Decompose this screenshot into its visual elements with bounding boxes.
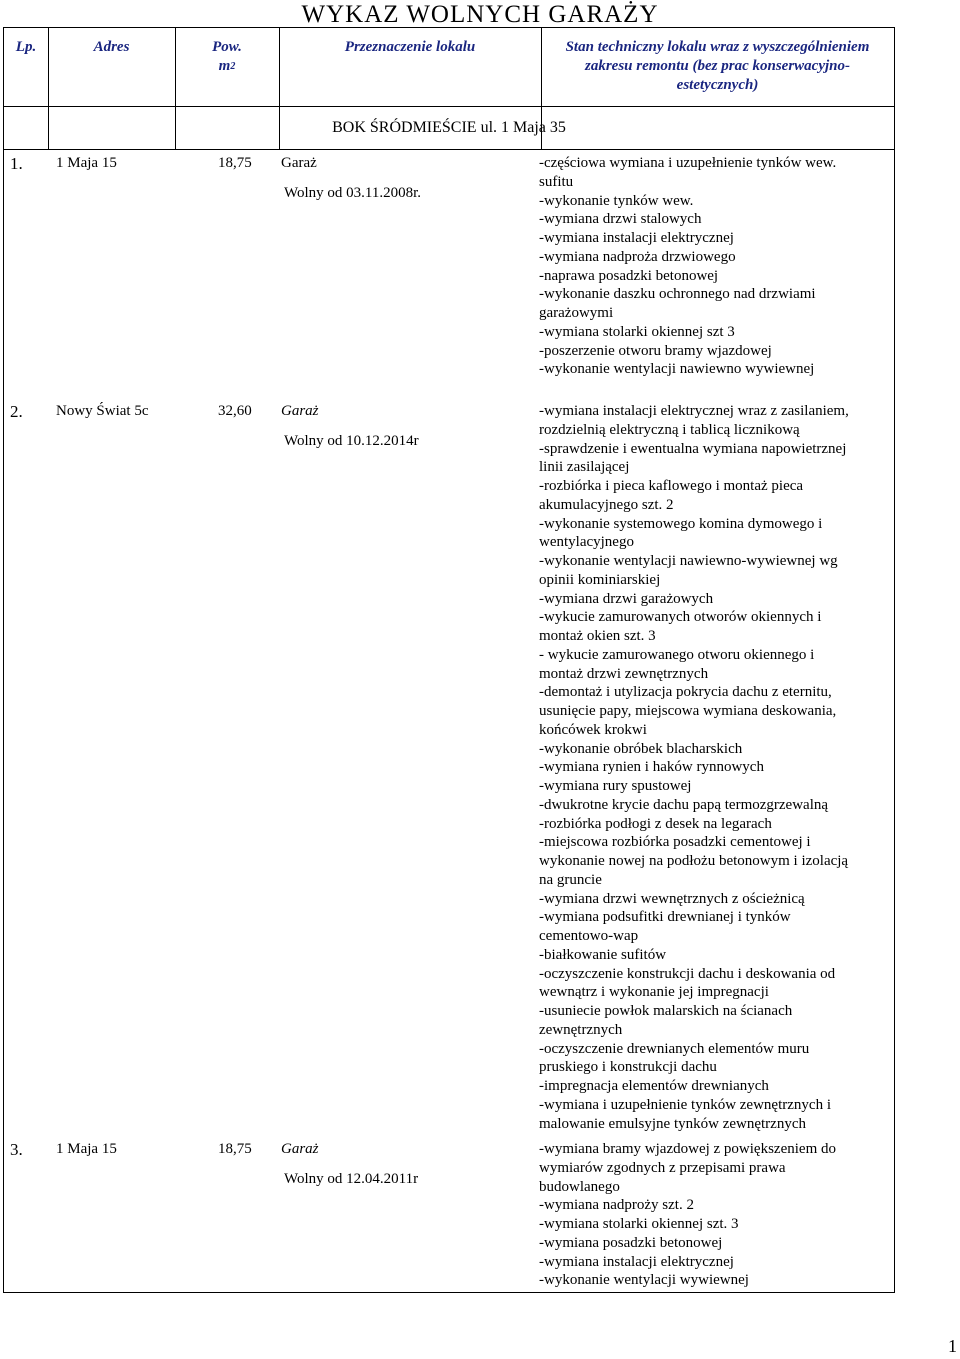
description-line: wewnątrz i wykonanie jej impregnacji	[539, 984, 769, 1001]
description-line: montaż okien szt. 3	[539, 628, 656, 644]
description-line: malowanie emulsyjne tynków zewnętrznych	[539, 1115, 806, 1132]
description-line: cementowo-wap	[539, 928, 639, 944]
description-line: linii zasilającej	[539, 459, 630, 476]
description-line: -sprawdzenie i ewentualna wymiana napowietrznej	[539, 440, 847, 457]
description-line: -wymiana posadzki betonowej	[539, 1234, 723, 1251]
row-description	[539, 402, 884, 1133]
description-line: -wykonanie wentylacji nawiewno-wywiewnej wg	[539, 553, 838, 569]
description-line: -wymiana bramy wjazdowej z powiększeniem do	[539, 1141, 836, 1157]
description-line: -wymiana rury spustowej	[539, 778, 692, 794]
description-line: -dwukrotne krycie dachu papą termozgrzewalną	[539, 796, 829, 813]
description-line: -wykonanie obróbek blacharskich	[539, 740, 743, 757]
description-line: -oczyszczenie drewnianych elementów muru	[539, 1040, 810, 1057]
table-header	[4, 28, 894, 107]
description-line: -częściowa wymiana i uzupełnienie tynków wew.	[539, 155, 837, 171]
description-line: -wymiana rynien i haków rynnowych	[539, 759, 764, 776]
row-number: 3.	[10, 1140, 23, 1159]
section-heading: BOK ŚRÓDMIEŚCIE ul. 1 Maja 35	[4, 107, 894, 150]
header-pow-unit: $m^2$	[218, 58, 236, 74]
description-line: akumulacyjnego szt. 2	[539, 496, 674, 513]
description-line: -rozbiórka podłogi z desek na legarach	[539, 815, 772, 832]
header-stan-line2: zakresu remontu (bez prac konserwacyjno-	[584, 58, 850, 74]
description-line: usunięcie papy, miejscowa wymiana deskowania,	[539, 703, 837, 719]
description-line: końcówek krokwi	[539, 721, 647, 738]
header-przeznaczenie: Przeznaczenie lokalu	[344, 39, 476, 55]
row-purpose: Garaż	[281, 155, 317, 171]
row-purpose: Garaż	[281, 403, 319, 419]
description-line: -wymiana instalacji elektrycznej wraz z zasilaniem,	[539, 403, 849, 419]
description-line: -wymiana instalacji elektrycznej	[539, 1253, 734, 1270]
header-adres: Adres	[93, 39, 130, 55]
header-lp: Lp.	[15, 39, 37, 55]
description-line: -wykonanie wentylacji wywiewnej	[539, 1272, 749, 1289]
description-line: -wykonanie wentylacji nawiewno wywiewnej	[539, 361, 815, 378]
description-line: garażowymi	[539, 305, 614, 321]
description-line: -wykonanie daszku ochronnego nad drzwiami	[539, 286, 816, 303]
description-line: -wymiana instalacji elektrycznej	[539, 230, 734, 246]
header-pow	[175, 38, 279, 76]
description-line: rozdzielnią elektryczną i tablicą licznikową	[539, 421, 800, 438]
description-line: -wykucie zamurowanych otworów okiennych i	[539, 609, 822, 626]
description-line: -oczyszczenie konstrukcji dachu i deskowania od	[539, 965, 836, 982]
description-line: -wymiana drzwi garażowych	[539, 590, 714, 607]
row-description	[539, 154, 884, 379]
row-address: 1 Maja 15	[56, 155, 117, 171]
row-available: Wolny od 03.11.2008r.	[284, 185, 421, 201]
header-stan-line3: estetycznych)	[676, 77, 759, 93]
description-line: -impregnacja elementów drewnianych	[539, 1078, 769, 1094]
description-line: - wykucie zamurowanego otworu okiennego i	[539, 646, 815, 663]
description-line: pruskiego i konstrukcji dachu	[539, 1059, 717, 1076]
description-line: budowlanego	[539, 1178, 620, 1195]
page-number: 1	[948, 1336, 957, 1356]
header-stan	[541, 38, 894, 95]
description-line: -demontaż i utylizacja pokrycia dachu z eternitu,	[539, 684, 832, 701]
row-number: 1.	[10, 154, 23, 173]
description-line: montaż drzwi zewnętrznych	[539, 665, 709, 682]
description-line: -wymiana podsufitki drewnianej i tynków	[539, 909, 791, 926]
description-line: -usuniecie powłok malarskich na ścianach	[539, 1003, 793, 1019]
row-area: 32,60	[218, 403, 252, 419]
row-purpose: Garaż	[281, 1141, 319, 1157]
row-address: Nowy Świat 5c	[56, 403, 149, 419]
description-line: -wymiana drzwi wewnętrznych z ościeżnicą	[539, 890, 805, 907]
description-line: -rozbiórka i pieca kaflowego i montaż pieca	[539, 478, 804, 494]
description-line: -wymiana stolarki okiennej szt 3	[539, 323, 735, 340]
description-line: -wymiana stolarki okiennej szt. 3	[539, 1216, 739, 1232]
document-title: WYKAZ WOLNYCH GARAŻY	[301, 1, 659, 28]
description-line: -wymiana drzwi stalowych	[539, 211, 702, 228]
header-pow-line1: Pow.	[212, 39, 242, 55]
row-available: Wolny od 10.12.2014r	[284, 433, 419, 449]
description-line: sufitu	[539, 173, 574, 190]
description-line: na gruncie	[539, 871, 602, 888]
description-line: opinii kominiarskiej	[539, 571, 661, 588]
description-line: -poszerzenie otworu bramy wjazdowej	[539, 342, 772, 359]
description-line: -wymiana i uzupełnienie tynków zewnętrznych i	[539, 1096, 831, 1113]
garage-table	[3, 27, 895, 1293]
row-area: 18,75	[218, 155, 252, 171]
description-line: -wymiana nadproża drzwiowego	[539, 248, 736, 265]
description-line: wymiarów zgodnych z przepisami prawa	[539, 1159, 786, 1176]
description-line: -naprawa posadzki betonowej	[539, 267, 719, 284]
row-address: 1 Maja 15	[56, 1141, 117, 1157]
description-line: wentylacyjnego	[539, 534, 634, 551]
description-line: zewnętrznych	[539, 1021, 623, 1038]
row-description	[539, 1140, 884, 1290]
description-line: -białkowanie sufitów	[539, 946, 667, 963]
description-line: -wykonanie systemowego komina dymowego i	[539, 515, 823, 532]
description-line: wykonanie nowej na podłożu betonowym i izolacją	[539, 853, 849, 869]
row-area: 18,75	[218, 1141, 252, 1157]
description-line: -wykonanie tynków wew.	[539, 192, 694, 209]
description-line: -wymiana nadproży szt. 2	[539, 1197, 694, 1214]
description-line: -miejscowa rozbiórka posadzki cementowej i	[539, 834, 811, 851]
row-available: Wolny od 12.04.2011r	[284, 1171, 419, 1187]
header-stan-line1: Stan techniczny lokalu wraz z wyszczególnieniem	[565, 39, 870, 55]
row-number: 2.	[10, 402, 23, 421]
